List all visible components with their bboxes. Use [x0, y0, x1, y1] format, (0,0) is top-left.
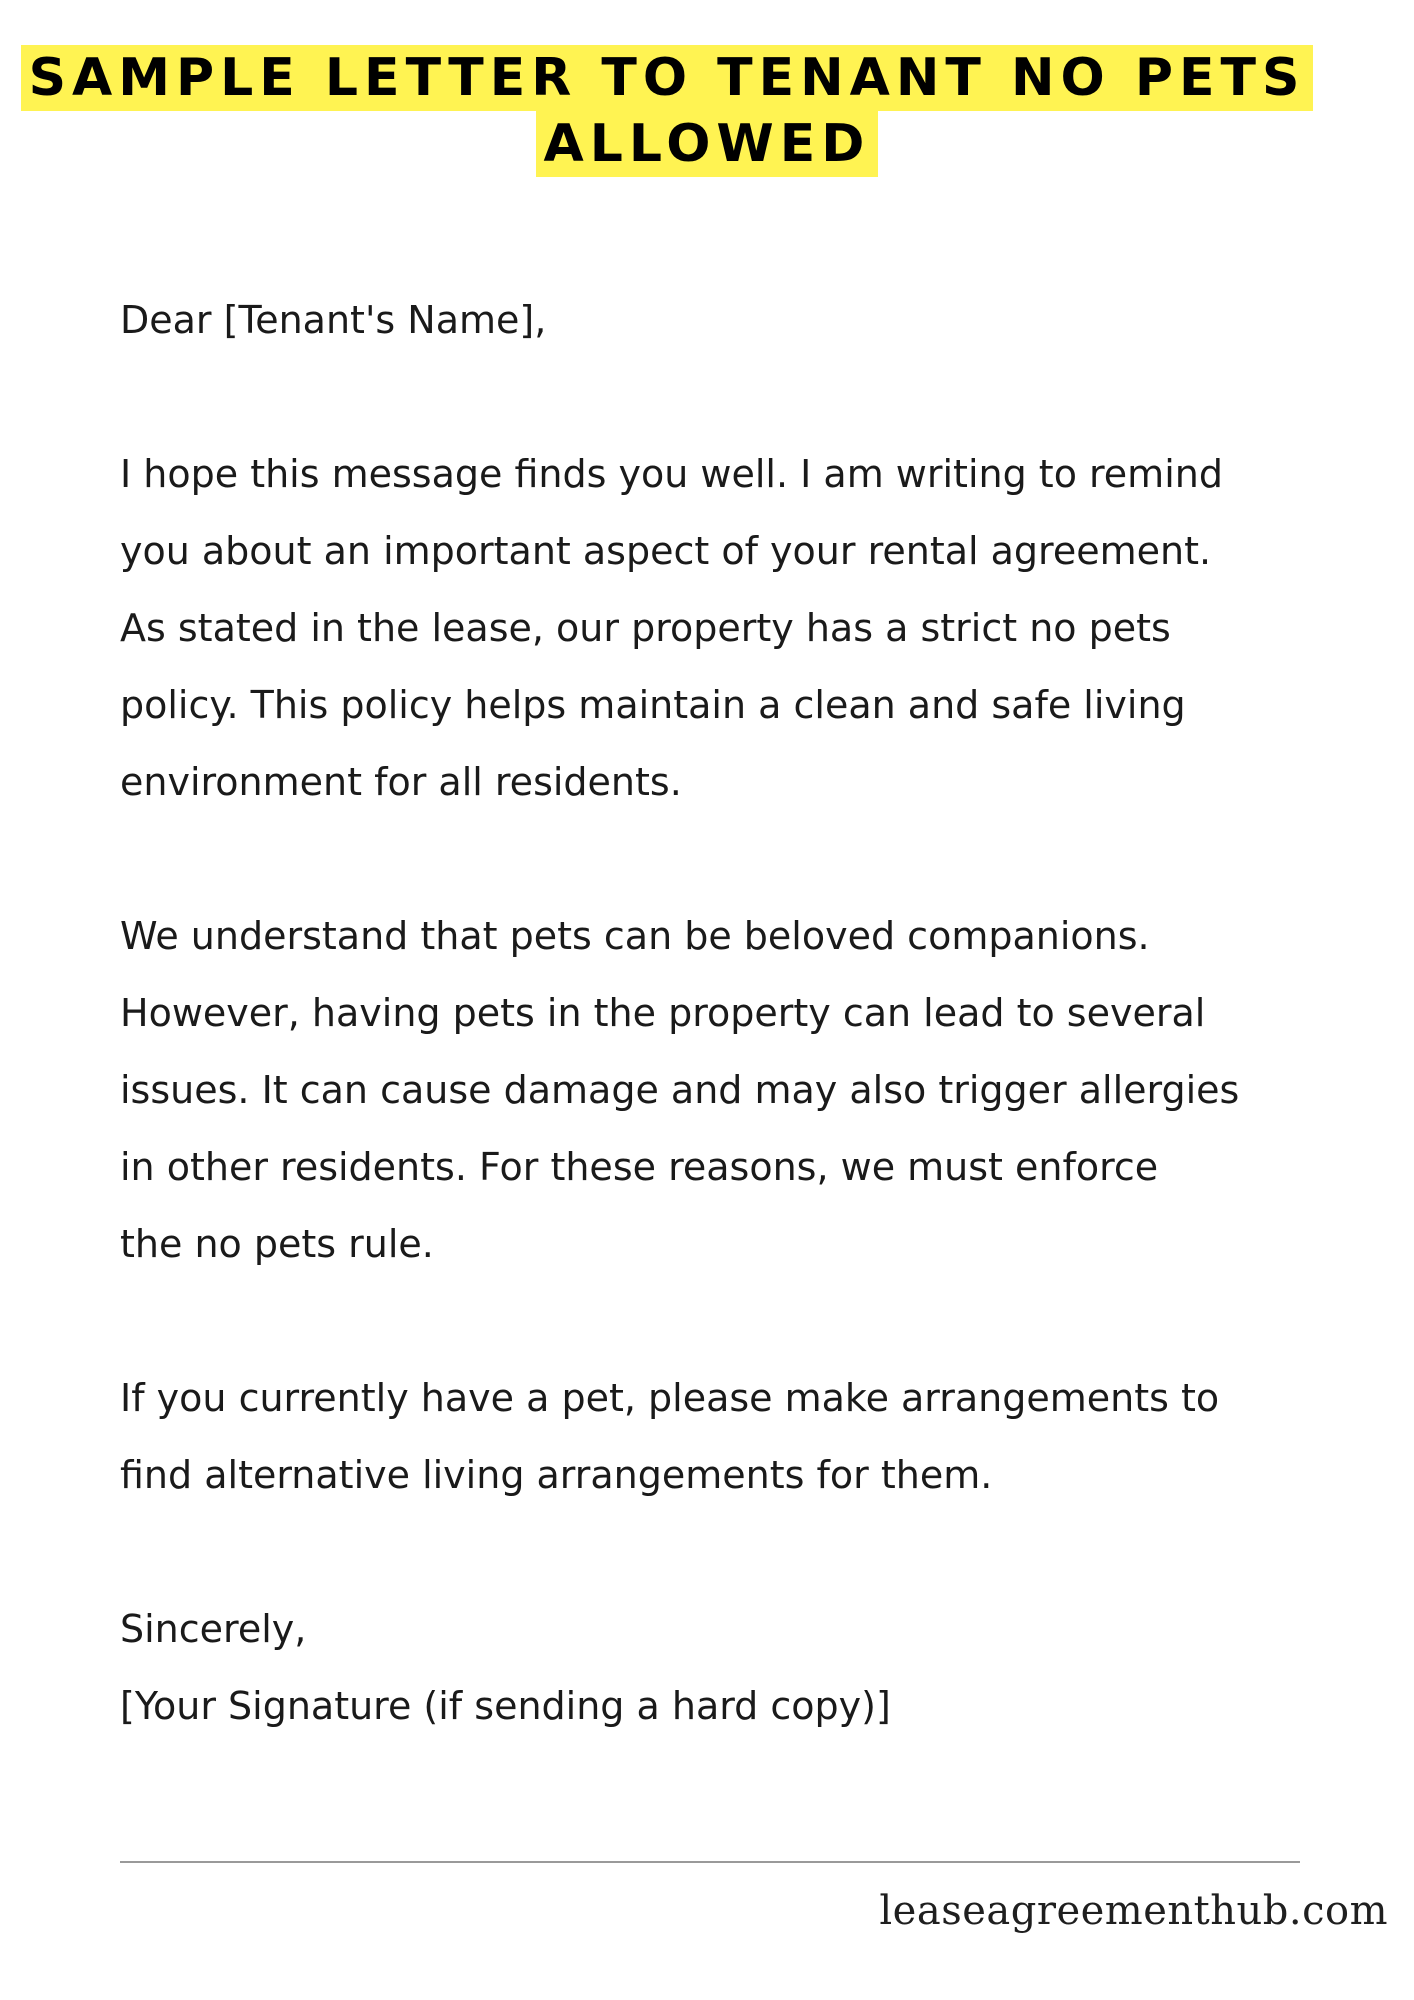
- paragraph-line: you about an important aspect of your rental agreement.: [120, 529, 1212, 573]
- paragraph-line: issues. It can cause damage and may also trigger allergies: [120, 1068, 1240, 1112]
- letter-body: [120, 282, 1360, 1745]
- paragraph-2: [120, 898, 1360, 1283]
- paragraph-line: policy. This policy helps maintain a clean and safe living: [120, 683, 1186, 727]
- footer-divider: [120, 1861, 1300, 1863]
- paragraph-line: I hope this message finds you well. I am writing to remind: [120, 452, 1223, 496]
- closing: Sincerely,: [120, 1607, 307, 1651]
- website-credit: leaseagreementhub.com: [879, 1888, 1388, 1934]
- paragraph-1: [120, 436, 1360, 821]
- paragraph-line: environment for all residents.: [120, 760, 682, 804]
- paragraph-line: However, having pets in the property can lead to several: [120, 991, 1206, 1035]
- title-line-1: SAMPLE LETTER TO TENANT NO PETS: [21, 45, 1314, 111]
- greeting: Dear [Tenant's Name],: [120, 298, 547, 342]
- paragraph-line: We understand that pets can be beloved companions.: [120, 914, 1150, 958]
- paragraph-line: If you currently have a pet, please make arrangements to: [120, 1376, 1220, 1420]
- title-line-2: ALLOWED: [536, 111, 879, 177]
- signature-placeholder: [Your Signature (if sending a hard copy)]: [120, 1684, 891, 1728]
- document-title: [20, 45, 1394, 177]
- paragraph-line: As stated in the lease, our property has a strict no pets: [120, 606, 1171, 650]
- paragraph-3: [120, 1360, 1360, 1514]
- paragraph-line: in other residents. For these reasons, we must enforce: [120, 1145, 1159, 1189]
- paragraph-line: the no pets rule.: [120, 1222, 434, 1266]
- paragraph-line: find alternative living arrangements for them.: [120, 1453, 993, 1497]
